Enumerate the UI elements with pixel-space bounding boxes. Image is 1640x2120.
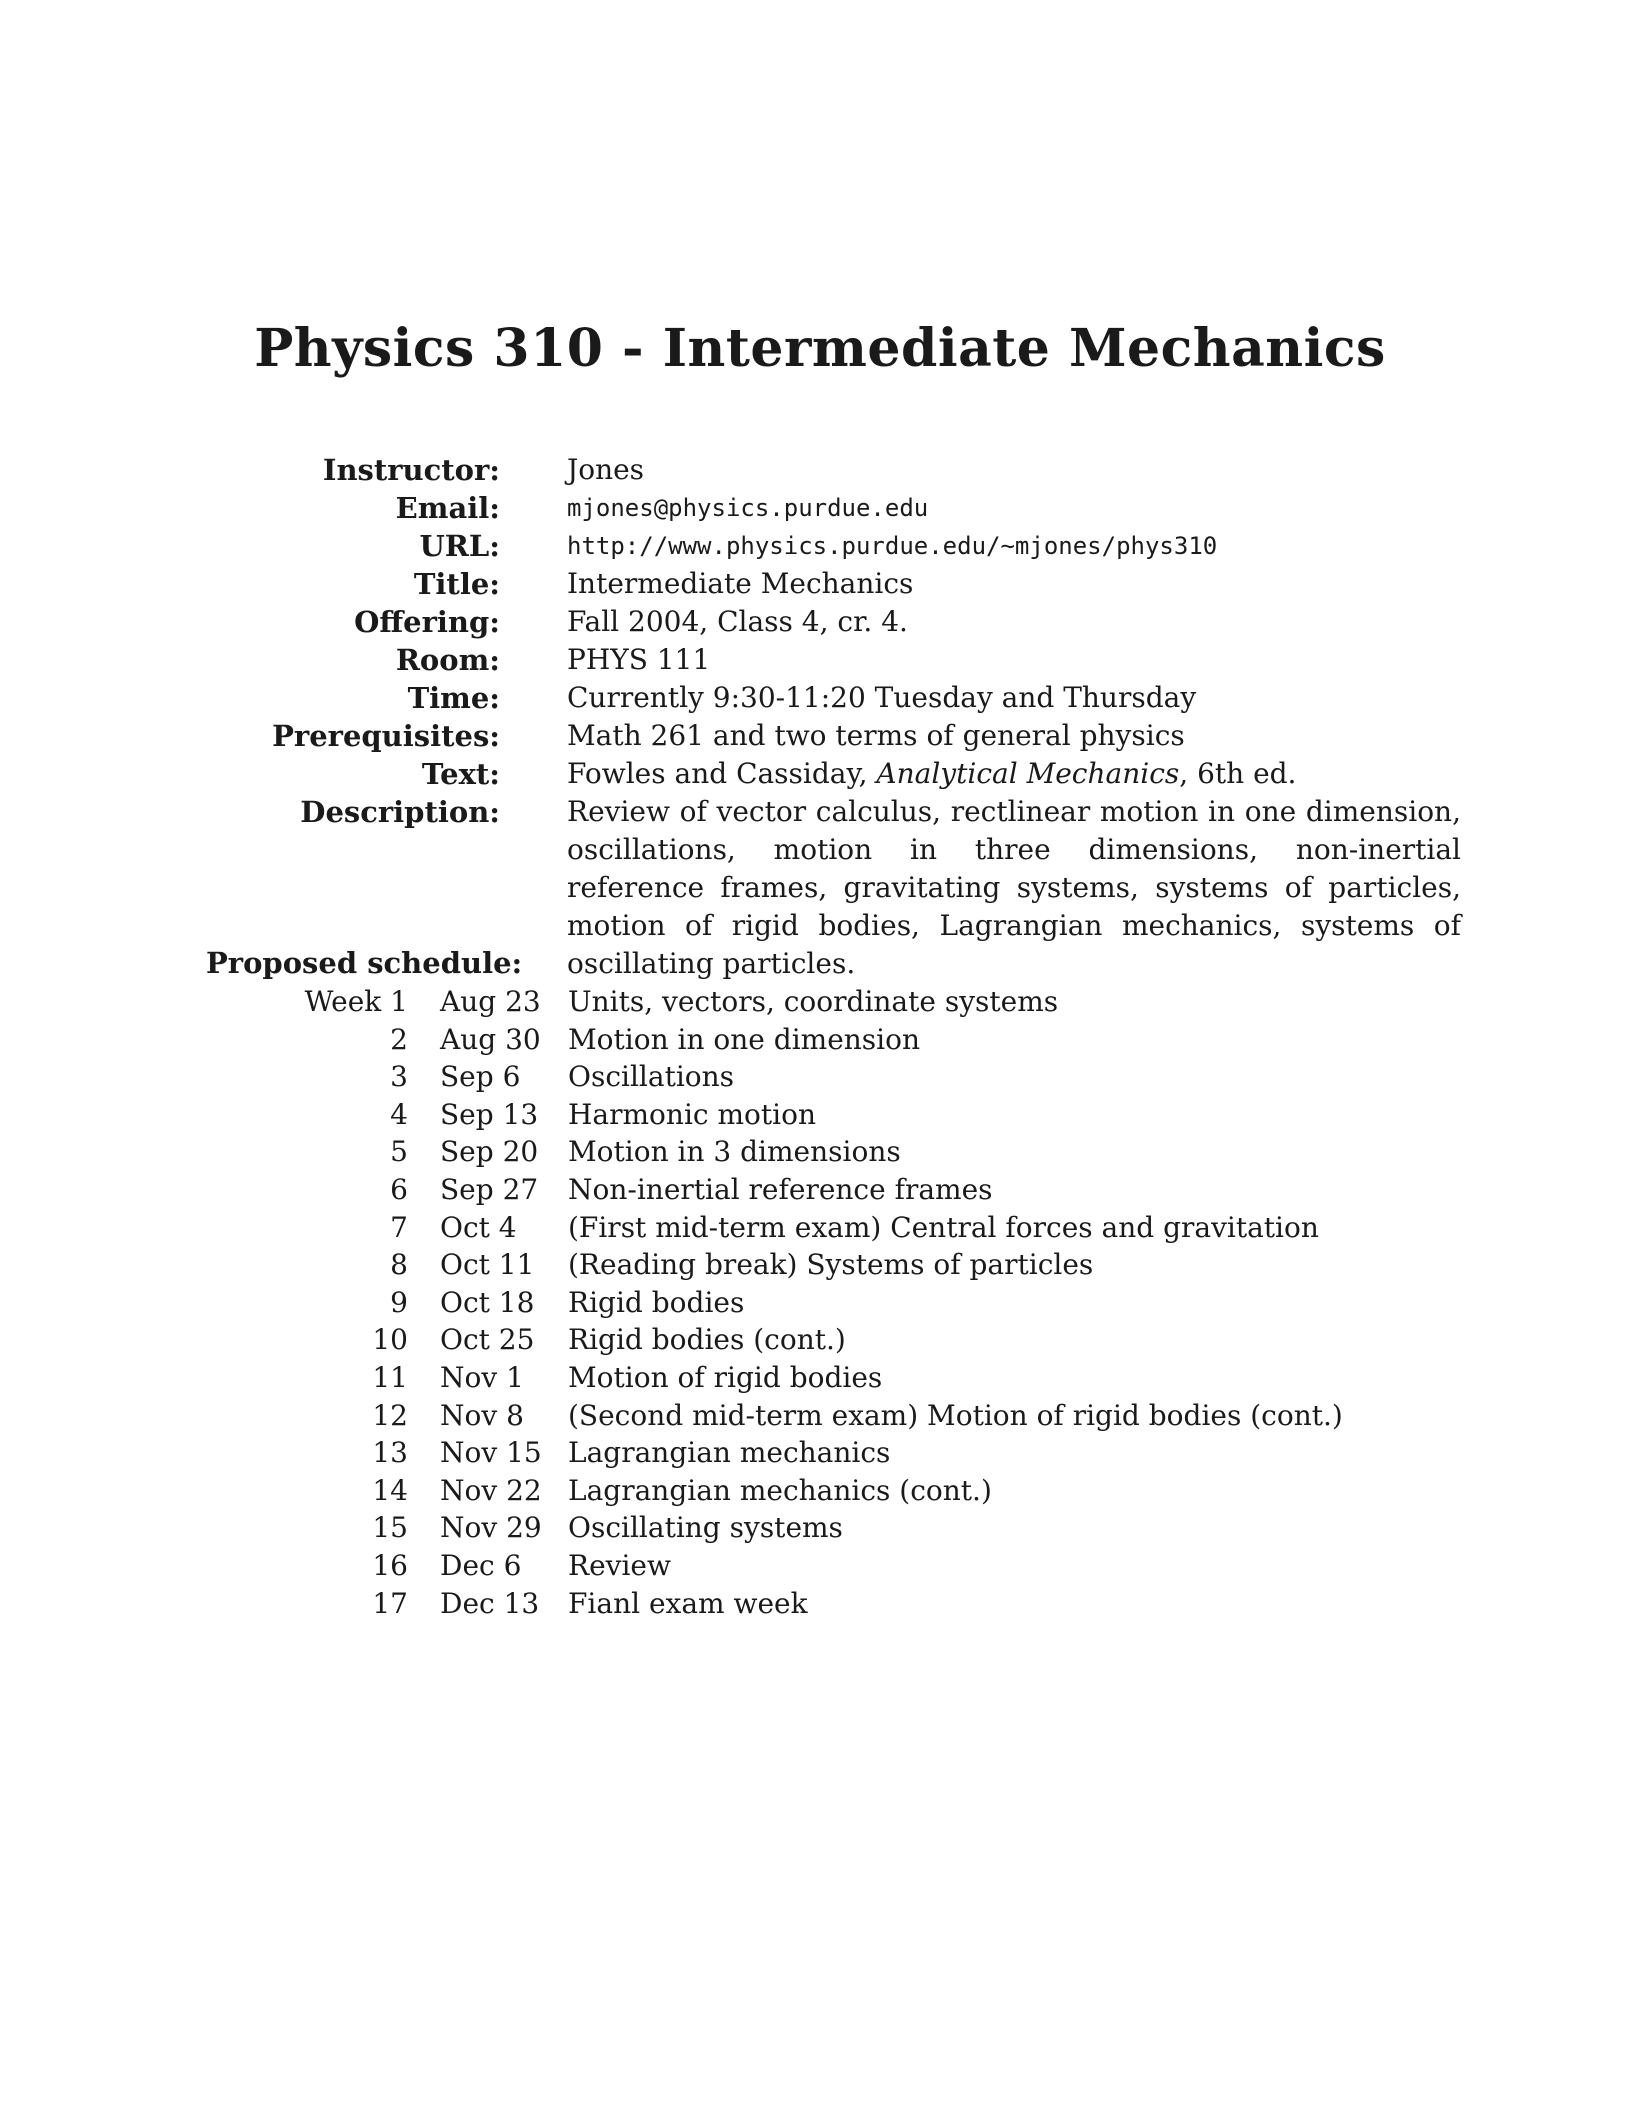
schedule-topic: (Second mid-term exam) Motion of rigid bodies (cont.) <box>568 1398 1343 1432</box>
schedule-date: Sep 6 <box>440 1060 521 1094</box>
schedule-topic: Lagrangian mechanics <box>568 1436 891 1470</box>
schedule-topic: Oscillations <box>568 1060 735 1094</box>
prerequisites-value: Math 261 and two terms of general physics <box>567 719 1185 752</box>
schedule-row <box>0 1096 1640 1134</box>
page-title: Physics 310 - Intermediate Mechanics <box>254 318 1386 379</box>
course-title-label: Title: <box>413 567 500 601</box>
schedule-topic: Harmonic motion <box>568 1097 816 1131</box>
description-label: Description: <box>300 795 500 829</box>
course-title-value: Intermediate Mechanics <box>567 567 914 600</box>
room-label: Room: <box>395 643 500 677</box>
schedule-row <box>0 1246 1640 1284</box>
info-row-room <box>0 641 1640 679</box>
schedule-topic: Units, vectors, coordinate systems <box>568 985 1059 1018</box>
schedule-row <box>0 1397 1640 1435</box>
schedule-topic: Oscillating systems <box>568 1511 843 1545</box>
schedule-row <box>0 1547 1640 1585</box>
schedule-date: Nov 8 <box>440 1398 524 1432</box>
schedule-topic: Review <box>568 1548 671 1582</box>
textbook-title: Analytical Mechanics <box>876 757 1180 790</box>
schedule-row <box>0 1321 1640 1359</box>
schedule-heading: Proposed schedule: <box>206 946 523 980</box>
course-info <box>0 451 1640 983</box>
info-row-prerequisites <box>0 717 1640 755</box>
instructor-label: Instructor: <box>322 453 500 487</box>
schedule-week: 11 <box>372 1360 408 1394</box>
schedule-week: 6 <box>390 1172 408 1206</box>
schedule-week: 17 <box>372 1586 408 1620</box>
schedule-table <box>0 983 1640 1622</box>
offering-label: Offering: <box>354 605 500 639</box>
schedule-date: Nov 15 <box>440 1436 542 1470</box>
schedule-row <box>0 1284 1640 1322</box>
info-row-title <box>0 565 1640 603</box>
schedule-row <box>0 1509 1640 1547</box>
schedule-week: 12 <box>372 1398 408 1432</box>
schedule-date: Oct 11 <box>440 1248 535 1282</box>
schedule-week: 3 <box>390 1060 408 1094</box>
instructor-value: Jones <box>567 453 645 486</box>
schedule-topic: Non-inertial reference frames <box>568 1172 993 1206</box>
schedule-date: Nov 22 <box>440 1473 542 1507</box>
info-row-time <box>0 679 1640 717</box>
schedule-row <box>0 1133 1640 1171</box>
schedule-date: Sep 13 <box>440 1097 539 1131</box>
schedule-row <box>0 1434 1640 1472</box>
schedule-week: 4 <box>390 1097 408 1131</box>
text-prefix: Fowles and Cassiday, <box>567 757 877 790</box>
schedule-row <box>0 1209 1640 1247</box>
schedule-topic: (Reading break) Systems of particles <box>568 1248 1094 1282</box>
schedule-week: 14 <box>372 1473 408 1507</box>
schedule-week: 10 <box>372 1323 408 1357</box>
room-value: PHYS 111 <box>567 643 711 676</box>
schedule-topic: (First mid-term exam) Central forces and gravitation <box>568 1210 1319 1244</box>
description-value: Review of vector calculus, rectlinear motion in one dimension, oscillations, motion in three dimensions, non-inertial reference frames, gravitating systems, systems of particles, motion of rigid bodies, Lagrangian mechanics, systems of oscillating particles. <box>567 795 1461 980</box>
info-row-offering <box>0 603 1640 641</box>
schedule-row <box>0 1585 1640 1623</box>
schedule-topic: Lagrangian mechanics (cont.) <box>568 1473 992 1507</box>
schedule-row <box>0 1359 1640 1397</box>
schedule-topic: Rigid bodies (cont.) <box>568 1323 846 1357</box>
schedule-week: 7 <box>390 1210 408 1244</box>
schedule-topic: Motion in 3 dimensions <box>568 1135 901 1169</box>
schedule-topic: Fianl exam week <box>568 1586 808 1620</box>
schedule-week: 13 <box>372 1436 408 1470</box>
schedule-date: Dec 13 <box>440 1586 540 1620</box>
schedule-date: Oct 4 <box>440 1210 517 1244</box>
info-row-url <box>0 527 1640 565</box>
schedule-date: Nov 1 <box>440 1360 524 1394</box>
schedule-row <box>0 1058 1640 1096</box>
schedule-date: Oct 25 <box>440 1323 535 1357</box>
info-row-email <box>0 489 1640 527</box>
schedule-date: Oct 18 <box>440 1285 535 1319</box>
schedule-week: Week 1 <box>304 985 408 1018</box>
info-row-instructor <box>0 451 1640 489</box>
schedule-week: 16 <box>372 1548 408 1582</box>
schedule-date: Sep 27 <box>440 1172 539 1206</box>
schedule-date: Nov 29 <box>440 1511 542 1545</box>
prerequisites-label: Prerequisites: <box>272 719 500 753</box>
schedule-week: 8 <box>390 1248 408 1282</box>
email-label: Email: <box>395 491 500 525</box>
schedule-week: 9 <box>390 1285 408 1319</box>
time-value: Currently 9:30-11:20 Tuesday and Thursday <box>567 681 1197 714</box>
time-label: Time: <box>407 681 500 715</box>
schedule-row <box>0 1021 1640 1059</box>
schedule-topic: Motion of rigid bodies <box>568 1360 883 1394</box>
text-suffix: , 6th ed. <box>1179 757 1297 790</box>
schedule-week: 5 <box>390 1135 408 1169</box>
schedule-date: Aug 23 <box>440 985 541 1018</box>
schedule-date: Dec 6 <box>440 1548 522 1582</box>
schedule-date: Sep 20 <box>440 1135 539 1169</box>
schedule-week: 15 <box>372 1511 408 1545</box>
schedule-row <box>0 983 1640 1021</box>
schedule-topic: Motion in one dimension <box>568 1022 921 1056</box>
info-row-text <box>0 755 1640 793</box>
email-value: mjones@physics.purdue.edu <box>567 494 929 522</box>
text-label: Text: <box>421 757 500 791</box>
text-value <box>567 755 1296 793</box>
schedule-row <box>0 1171 1640 1209</box>
schedule-topic: Rigid bodies <box>568 1285 745 1319</box>
schedule-week: 2 <box>390 1022 408 1056</box>
schedule-row <box>0 1472 1640 1510</box>
offering-value: Fall 2004, Class 4, cr. 4. <box>567 605 908 638</box>
schedule-date: Aug 30 <box>440 1022 541 1056</box>
url-value: http://www.physics.purdue.edu/∼mjones/phys310 <box>567 532 1218 560</box>
url-label: URL: <box>419 529 500 563</box>
